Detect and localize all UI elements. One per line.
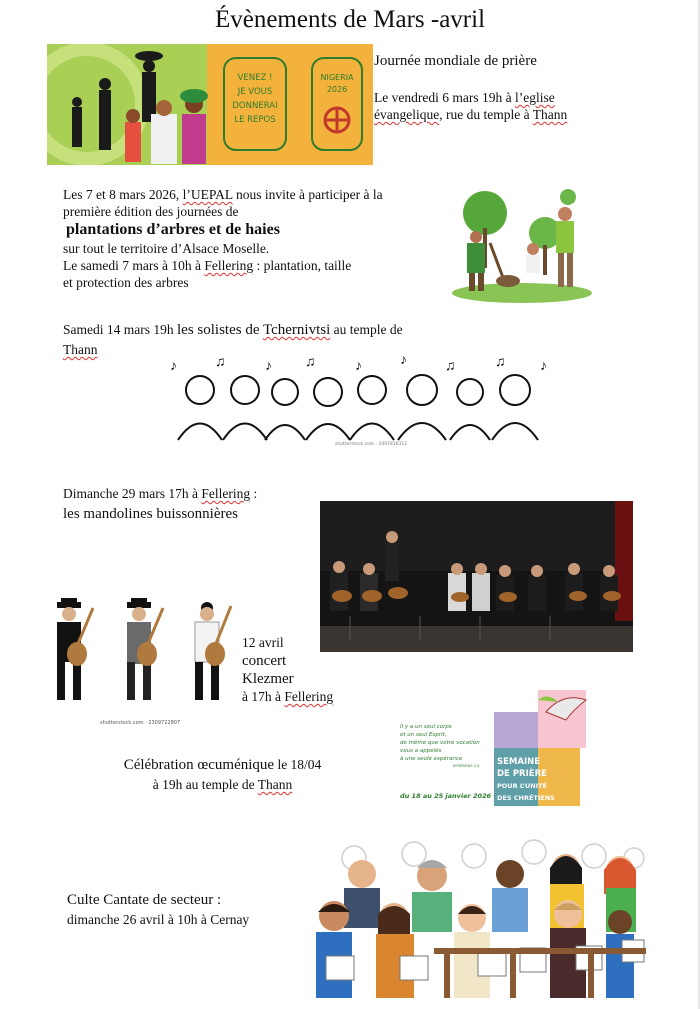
poster-word-2: DE PRIÈRE — [497, 769, 547, 779]
event1-title: Journée mondiale de prière — [374, 53, 537, 69]
event3-link-tchernivtsi: Tchernivtsi — [262, 322, 331, 338]
banner-text-1: VENEZ ! — [237, 73, 273, 83]
banner-text-4: LE REPOS — [234, 115, 276, 125]
event2-headline: plantations d’arbres et de haies — [66, 221, 280, 238]
event4-text: Dimanche 29 mars 17h à Fellering : les mandolines buissonnières — [63, 486, 258, 522]
event3-place: Thann — [63, 342, 98, 357]
event2-link-fellering: Fellering — [204, 258, 254, 273]
event4-link-fellering: Fellering — [201, 486, 251, 501]
choir-singers-illustration — [160, 352, 560, 447]
poster-ref: EPHÉSIENS 4,4 — [453, 764, 480, 768]
svg-text:♪: ♪ — [170, 359, 177, 374]
svg-text:♫: ♫ — [305, 355, 316, 370]
choir-credit: shutterstock.com · 1097816312 — [335, 442, 408, 447]
cantata-choir-illustration — [314, 838, 646, 998]
tree-planting-illustration — [450, 183, 595, 310]
event2-link-uepal: l’UEPAL — [182, 187, 233, 202]
svg-text:♫: ♫ — [215, 355, 226, 370]
poster-word-1: SEMAINE — [497, 757, 541, 767]
svg-text:♫: ♫ — [495, 355, 506, 370]
banner-year: 2026 — [326, 85, 348, 94]
prayer-day-banner — [47, 44, 373, 165]
poster-dates: du 18 au 25 janvier 2026 — [400, 792, 492, 800]
event6-text: Célébration œcuménique le 18/04 à 19h au temple de Thann — [123, 757, 322, 792]
svg-text:♪: ♪ — [540, 359, 547, 374]
event3-text: Samedi 14 mars 19h les solistes de Tchernivtsi au temple de Thann — [63, 322, 403, 357]
event1-link-evangelique: évangelique — [374, 107, 440, 122]
event6-place: Thann — [257, 777, 293, 792]
svg-text:♫: ♫ — [445, 359, 456, 374]
klezmer-credit: shutterstock.com · 2309722807 — [100, 720, 181, 726]
poster-verse-3: de même que votre vocation — [400, 740, 480, 746]
event7-text: Culte Cantate de secteur : dimanche 26 avril à 10h à Cernay — [67, 892, 250, 927]
poster-verse-5: à une seule espérance — [400, 756, 463, 762]
page-title: Évènements de Mars -avril — [214, 6, 486, 33]
event1-link-eglise: l’eglise — [514, 90, 555, 105]
poster-verse-2: et un seul Esprit, — [400, 732, 447, 738]
event1-date: Le vendredi 6 mars 19h à — [374, 90, 515, 105]
klezmer-musicians-illustration — [45, 598, 240, 728]
event5-text: 12 avril concert Klezmer à 17h à Fellering — [242, 635, 334, 704]
event1-street: , rue du temple à — [439, 107, 533, 122]
svg-text:♪: ♪ — [355, 359, 362, 374]
event1-place: Thann — [532, 107, 568, 122]
mandolin-orchestra-photo — [320, 501, 633, 652]
banner-text-2: JE VOUS — [237, 87, 273, 97]
event2-text: Les 7 et 8 mars 2026, l’UEPAL nous invite à participer à la première édition des journées de plantations d’arbres et de haies sur tout le territoire d’Alsace Moselle. Le samedi 7 mars à 10h à Fellering : plantation, taille et protection des arbres — [63, 187, 383, 290]
banner-country: NIGERIA — [320, 73, 354, 82]
unity-week-poster — [398, 690, 598, 808]
event1-details — [374, 89, 694, 123]
banner-text-3: DONNERAI — [232, 101, 278, 111]
event5-link-fellering: Fellering — [284, 689, 334, 704]
poster-verse-1: Il y a un seul corps — [400, 724, 452, 730]
poster-word-3: POUR L’UNITÉ — [497, 782, 547, 790]
poster-word-4: DES CHRÉTIENS — [497, 794, 555, 802]
svg-text:♪: ♪ — [265, 359, 272, 374]
svg-text:♪: ♪ — [400, 353, 407, 368]
poster-verse-4: vous a appelés — [400, 748, 442, 754]
